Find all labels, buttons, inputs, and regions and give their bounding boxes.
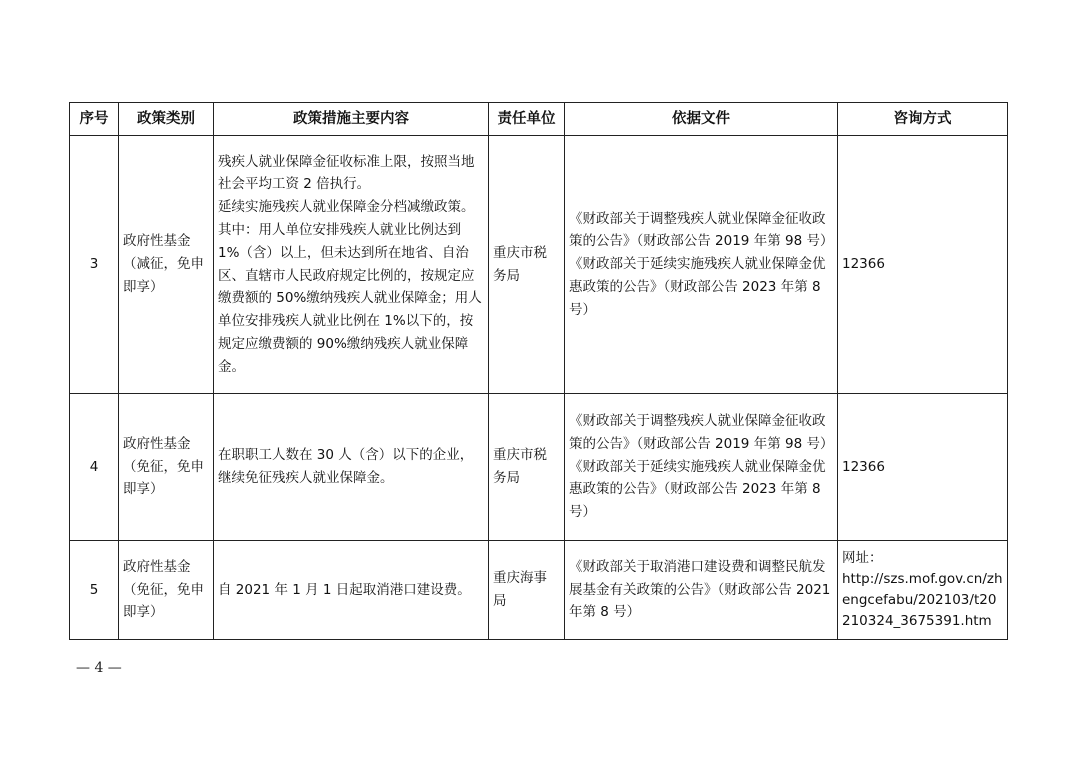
- document-citation: 《财政部关于取消港口建设费和调整民航发展基金有关政策的公告》（财政部公告 2021 年第 8 号）: [569, 558, 831, 621]
- policy-category: 政府性基金（免征，免申即享）: [119, 394, 214, 541]
- policy-category: 政府性基金（免征，免申即享）: [119, 541, 214, 640]
- document-citation: 《财政部关于延续实施残疾人就业保障金优惠政策的公告》（财政部公告 2023 年第 8 号）: [569, 458, 826, 521]
- contact-info: [838, 541, 1008, 640]
- contact-info: 12366: [838, 136, 1008, 394]
- document-citation: 《财政部关于调整残疾人就业保障金征收政策的公告》（财政部公告 2019 年第 98 号）: [569, 210, 834, 250]
- basis-documents: [565, 394, 838, 541]
- content-paragraph: 自 2021 年 1 月 1 日起取消港口建设费。: [218, 581, 471, 598]
- contact-url: http://szs.mof.gov.cn/zhengcefabu/202103/t20210324_3675391.htm: [842, 571, 1003, 629]
- responsible-unit: 重庆市税务局: [489, 394, 565, 541]
- content-paragraph: 在职职工人数在 30 人（含）以下的企业，继续免征残疾人就业保障金。: [218, 447, 474, 486]
- header-unit: 责任单位: [489, 103, 565, 136]
- table-header-row: [70, 103, 1008, 136]
- contact-info: 12366: [838, 394, 1008, 541]
- page-number: — 4 —: [76, 660, 122, 676]
- basis-documents: [565, 541, 838, 640]
- content-paragraph: 延续实施残疾人就业保障金分档减缴政策。其中：用人单位安排残疾人就业比例达到 1%（含）以上，但未达到所在地省、自治区、直辖市人民政府规定比例的，按规定应缴费额的 50%缴纳残疾人就业保障金；用人单位安排残疾人就业比例在 1%以下的，按规定应缴费额的 90%缴纳残疾人就业保障金。: [218, 199, 482, 375]
- document-citation: 《财政部关于延续实施残疾人就业保障金优惠政策的公告》（财政部公告 2023 年第 8 号）: [569, 256, 826, 318]
- contact-label: 网址：: [842, 550, 883, 566]
- responsible-unit: 重庆海事局: [489, 541, 565, 640]
- responsible-unit: 重庆市税务局: [489, 136, 565, 394]
- header-content: 政策措施主要内容: [214, 103, 489, 136]
- policy-content: [214, 541, 489, 640]
- header-contact: 咨询方式: [838, 103, 1008, 136]
- policy-content: [214, 394, 489, 541]
- header-category: 政策类别: [119, 103, 214, 136]
- content-paragraph: 残疾人就业保障金征收标准上限，按照当地社会平均工资 2 倍执行。: [218, 153, 475, 193]
- table-row: [70, 541, 1008, 640]
- policy-category: 政府性基金（减征，免申即享）: [119, 136, 214, 394]
- row-number: 4: [70, 394, 119, 541]
- table-row: [70, 136, 1008, 394]
- header-no: 序号: [70, 103, 119, 136]
- document-citation: 《财政部关于调整残疾人就业保障金征收政策的公告》（财政部公告 2019 年第 98 号）: [569, 413, 834, 452]
- table-row: [70, 394, 1008, 541]
- policy-content: [214, 136, 489, 394]
- policy-table: [69, 102, 1008, 640]
- row-number: 5: [70, 541, 119, 640]
- row-number: 3: [70, 136, 119, 394]
- basis-documents: [565, 136, 838, 394]
- header-documents: 依据文件: [565, 103, 838, 136]
